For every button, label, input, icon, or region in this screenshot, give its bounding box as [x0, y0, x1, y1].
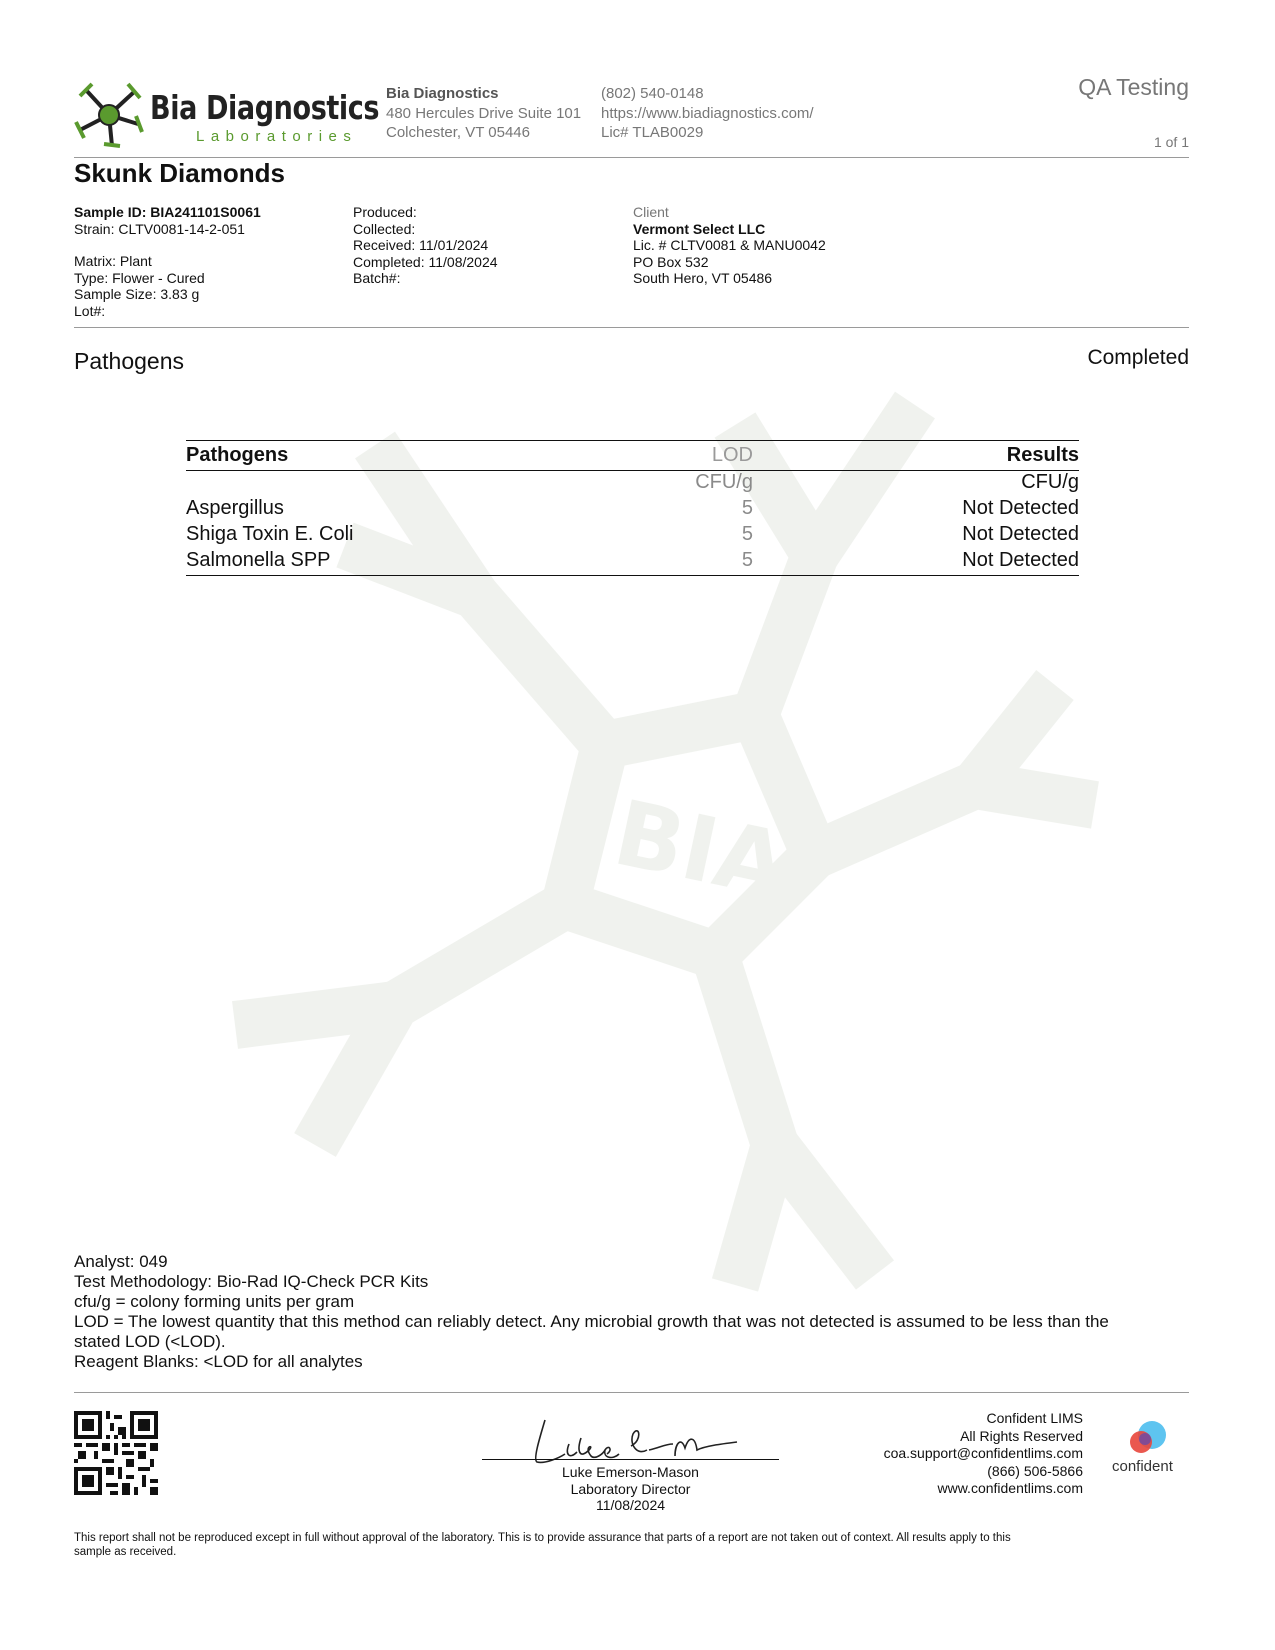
lims-phone: (866) 506-5866 [987, 1462, 1083, 1479]
lab-website[interactable]: https://www.biadiagnostics.com/ [601, 104, 814, 122]
row-result: Not Detected [962, 497, 1079, 519]
unit-lod: CFU/g [695, 471, 753, 493]
lod-definition-line2: stated LOD (<LOD). [74, 1332, 226, 1351]
client-label: Client [633, 204, 669, 220]
client-address-line2: South Hero, VT 05486 [633, 270, 773, 286]
footer-divider [74, 1392, 1189, 1393]
disclaimer-line2: sample as received. [74, 1545, 177, 1558]
table-header-row [186, 444, 1079, 470]
lab-name: Bia Diagnostics [386, 85, 499, 102]
sample-id: Sample ID: BIA241101S0061 [74, 204, 261, 220]
client-address-line1: PO Box 532 [633, 253, 709, 270]
row-lod: 5 [741, 549, 753, 571]
row-analyte: Salmonella SPP [186, 549, 331, 571]
disclaimer-line1: This report shall not be reproduced except in full without approval of the laboratory. This is to provide assurance that parts of a report are not taken out of context. All results apply to this [74, 1532, 1011, 1544]
signature-date: 11/08/2024 [595, 1497, 666, 1513]
row-lod: 5 [741, 497, 753, 519]
signer-title: Laboratory Director [570, 1480, 691, 1497]
lod-definition-line1: LOD = The lowest quantity that this method can reliably detect. Any microbial growth that was not detected is assumed to be less than the [74, 1312, 1109, 1331]
row-analyte: Aspergillus [186, 497, 284, 519]
section-title: Pathogens [74, 348, 184, 374]
lims-email[interactable]: coa.support@confidentlims.com [883, 1445, 1083, 1461]
row-result: Not Detected [962, 549, 1079, 571]
table-row [186, 523, 1079, 549]
lab-phone: (802) 540-0148 [601, 85, 704, 102]
signature-line [482, 1459, 779, 1460]
report-type: QA Testing [1078, 74, 1189, 100]
sample-strain: Strain: CLTV0081-14-2-051 [74, 220, 245, 237]
date-received: Received: 11/01/2024 [353, 237, 489, 253]
qr-code-icon[interactable] [74, 1411, 158, 1495]
sample-lot: Lot#: [74, 302, 106, 319]
date-completed: Completed: 11/08/2024 [353, 253, 498, 270]
product-title: Skunk Diamonds [74, 158, 285, 188]
page-number: 1 of 1 [1153, 134, 1189, 150]
table-row [186, 549, 1079, 575]
analyst: Analyst: 049 [74, 1252, 168, 1271]
header-lod: LOD [711, 444, 753, 466]
signer-name: Luke Emerson-Mason [562, 1464, 699, 1480]
lims-rights: All Rights Reserved [960, 1427, 1083, 1444]
confident-logo-text: confident [1112, 1458, 1173, 1475]
date-collected: Collected: [353, 220, 416, 237]
batch-number: Batch#: [353, 270, 401, 286]
test-methodology: Test Methodology: Bio-Rad IQ-Check PCR Kits [74, 1272, 429, 1291]
svg-text:BIA: BIA [605, 780, 796, 920]
unit-results: CFU/g [1021, 471, 1079, 493]
reagent-blanks: Reagent Blanks: <LOD for all analytes [74, 1352, 363, 1371]
lims-name: Confident LIMS [986, 1410, 1083, 1426]
logo-name: Bia Diagnostics [150, 88, 380, 127]
lims-website[interactable]: www.confidentlims.com [937, 1480, 1083, 1496]
client-name: Vermont Select LLC [633, 220, 766, 237]
lab-address-line1: 480 Hercules Drive Suite 101 [386, 104, 582, 122]
confident-logo-icon [1125, 1420, 1171, 1456]
header-analyte: Pathogens [186, 444, 289, 466]
date-produced: Produced: [353, 204, 417, 220]
row-lod: 5 [741, 523, 753, 545]
cfu-definition: cfu/g = colony forming units per gram [74, 1292, 355, 1311]
row-result: Not Detected [962, 523, 1079, 545]
header-results: Results [1006, 444, 1079, 466]
client-license: Lic. # CLTV0081 & MANU0042 [633, 237, 826, 253]
table-top-rule [186, 440, 1079, 441]
logo-subtitle: Laboratories [196, 128, 358, 145]
signature-image [525, 1410, 745, 1470]
sample-type: Type: Flower - Cured [74, 269, 205, 286]
results-table [186, 444, 1079, 576]
row-analyte: Shiga Toxin E. Coli [186, 523, 354, 545]
lab-license: Lic# TLAB0029 [601, 124, 704, 141]
lab-address-line2: Colchester, VT 05446 [386, 124, 530, 141]
bia-logo-icon [74, 80, 144, 150]
sample-matrix: Matrix: Plant [74, 253, 152, 269]
sample-size: Sample Size: 3.83 g [74, 286, 200, 302]
section-status: Completed [1087, 346, 1189, 369]
table-row [186, 497, 1079, 523]
info-divider [74, 327, 1189, 328]
table-units-row [186, 471, 1079, 497]
